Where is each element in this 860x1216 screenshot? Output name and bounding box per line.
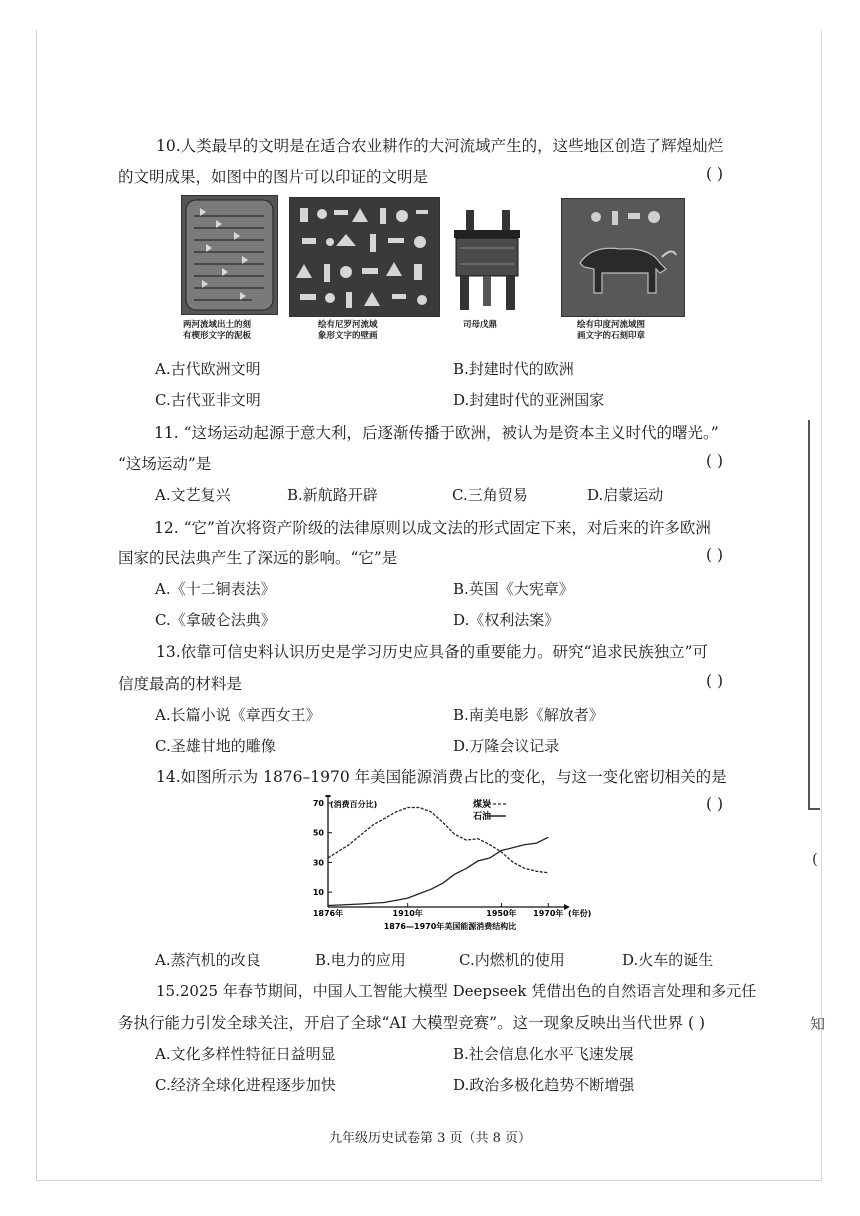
series-line-0 (328, 808, 548, 873)
q12-stem-line2: 国家的民法典产生了深远的影响。“它”是 (118, 549, 398, 567)
q11-option-c[interactable]: C.三角贸易 (452, 486, 528, 504)
q11-option-d[interactable]: D.启蒙运动 (587, 486, 664, 504)
q14-option-c[interactable]: C.内燃机的使用 (459, 951, 565, 969)
q13-answer-paren: ( ) (706, 672, 724, 690)
q11-option-a[interactable]: A.文艺复兴 (155, 486, 231, 504)
q14-option-d[interactable]: D.火车的诞生 (622, 951, 714, 969)
mural-image (289, 197, 440, 317)
scan-edge-left (36, 30, 37, 1180)
q10-option-b[interactable]: B.封建时代的欧洲 (453, 360, 574, 378)
q13-option-d[interactable]: D.万隆会议记录 (453, 737, 560, 755)
q14-answer-paren: ( ) (706, 795, 724, 813)
q10-stem-line1: 10.人类最早的文明是在适合农业耕作的大河流域产生的，这些地区创造了辉煌灿烂 (156, 137, 724, 155)
y-tick-label: 50 (312, 828, 324, 838)
q14-stem-line1: 14.如图所示为 1876–1970 年美国能源消费占比的变化，与这一变化密切相关的是 (156, 768, 727, 786)
tablet-image (181, 195, 278, 315)
caption-mural-line1: 绘有尼罗河流域 (318, 320, 378, 330)
legend-label-oil: 石油 (473, 812, 492, 822)
scan-edge-right (821, 30, 822, 1180)
y-axis-label: (消费百分比) (330, 800, 378, 809)
x-tick-label: 1950年 (486, 909, 517, 918)
q13-option-b[interactable]: B.南美电影《解放者》 (453, 706, 604, 724)
q15-stem-line2: 务执行能力引发全球关注，开启了全球“AI 大模型竞赛”。这一现象反映出当代世界 ( ) (118, 1014, 706, 1032)
q10-answer-paren: ( ) (706, 165, 724, 183)
q10-option-a[interactable]: A.古代欧洲文明 (155, 360, 261, 378)
ding-image (448, 206, 526, 314)
margin-fragment-paren: ( (812, 850, 818, 868)
q11-stem-line2: “这场运动”是 (118, 455, 212, 473)
seal-image (561, 198, 685, 317)
q12-answer-paren: ( ) (706, 546, 724, 564)
x-tick-label: 1970年 (533, 909, 564, 918)
caption-mural-line2: 象形文字的壁画 (318, 331, 378, 341)
page-footer: 九年级历史试卷第 3 页（共 8 页） (328, 1131, 532, 1146)
caption-seal-line1: 绘有印度河流域图 (577, 320, 646, 330)
q15-option-d[interactable]: D.政治多极化趋势不断增强 (453, 1076, 635, 1094)
adjacent-page-box-fragment (808, 420, 820, 810)
bronze-ding-icon (448, 206, 526, 314)
q11-stem-line1: 11. “这场运动起源于意大利，后逐渐传播于欧洲，被认为是资本主义时代的曙光。” (154, 424, 719, 442)
q15-stem-line1: 15.2025 年春节期间，中国人工智能大模型 Deepseek 凭借出色的自然语言处理和多元任 (156, 982, 757, 1000)
q15-option-a[interactable]: A.文化多样性特征日益明显 (155, 1045, 336, 1063)
energy-consumption-chart (300, 795, 600, 935)
q10-option-c[interactable]: C.古代亚非文明 (155, 391, 261, 409)
x-tick-label: 1876年 (312, 909, 344, 918)
q11-option-b[interactable]: B.新航路开辟 (287, 486, 378, 504)
caption-tablet (183, 320, 251, 342)
y-tick-label: 10 (312, 888, 324, 898)
q14-option-a[interactable]: A.蒸汽机的改良 (155, 951, 261, 969)
margin-fragment-char: 知 (810, 1015, 826, 1033)
chart-title: 1876—1970年美国能源消费结构比 (383, 922, 517, 931)
caption-seal-line2: 画文字的石刻印章 (577, 331, 646, 341)
caption-ding-line1: 司母戊鼎 (463, 320, 498, 330)
y-tick-label: 30 (312, 858, 324, 868)
q15-option-b[interactable]: B.社会信息化水平飞速发展 (453, 1045, 634, 1063)
x-axis-label: (年份) (568, 909, 592, 918)
q12-option-b[interactable]: B.英国《大宪章》 (453, 580, 574, 598)
q10-stem-line2: 的文明成果，如图中的图片可以印证的文明是 (118, 168, 429, 186)
caption-mural (318, 320, 378, 342)
q13-option-c[interactable]: C.圣雄甘地的雕像 (155, 737, 276, 755)
scan-edge-bottom (36, 1180, 822, 1181)
q14-option-b[interactable]: B.电力的应用 (315, 951, 406, 969)
cuneiform-tablet-icon (182, 196, 277, 314)
chart-legend (472, 798, 506, 822)
hieroglyph-mural-icon (290, 198, 439, 316)
caption-tablet-line2: 有楔形文字的泥板 (183, 331, 252, 341)
indus-seal-icon (562, 199, 684, 316)
q11-answer-paren: ( ) (706, 452, 724, 470)
caption-tablet-line1: 两河流域出土的刻 (183, 320, 252, 330)
q13-option-a[interactable]: A.长篇小说《章西女王》 (155, 706, 321, 724)
legend-label-coal: 煤炭 (473, 800, 492, 810)
q12-option-a[interactable]: A.《十二铜表法》 (155, 580, 276, 598)
caption-ding (463, 320, 497, 331)
q13-stem-line2: 信度最高的材料是 (118, 675, 243, 693)
chart-axes (313, 795, 570, 918)
q15-option-c[interactable]: C.经济全球化进程逐步加快 (155, 1076, 336, 1094)
y-axis-arrow (325, 795, 331, 797)
q12-option-c[interactable]: C.《拿破仑法典》 (155, 611, 276, 629)
q12-option-d[interactable]: D.《权利法案》 (453, 611, 560, 629)
q10-option-d[interactable]: D.封建时代的亚洲国家 (453, 391, 605, 409)
series-line-1 (328, 837, 548, 905)
x-tick-label: 1910年 (392, 909, 423, 918)
caption-seal (577, 320, 645, 342)
q12-stem-line1: 12. “它”首次将资产阶级的法律原则以成文法的形式固定下来，对后来的许多欧洲 (154, 519, 711, 537)
q13-stem-line1: 13.依靠可信史料认识历史是学习历史应具备的重要能力。研究“追求民族独立”可 (156, 643, 709, 661)
y-tick-label: 70 (312, 799, 324, 808)
